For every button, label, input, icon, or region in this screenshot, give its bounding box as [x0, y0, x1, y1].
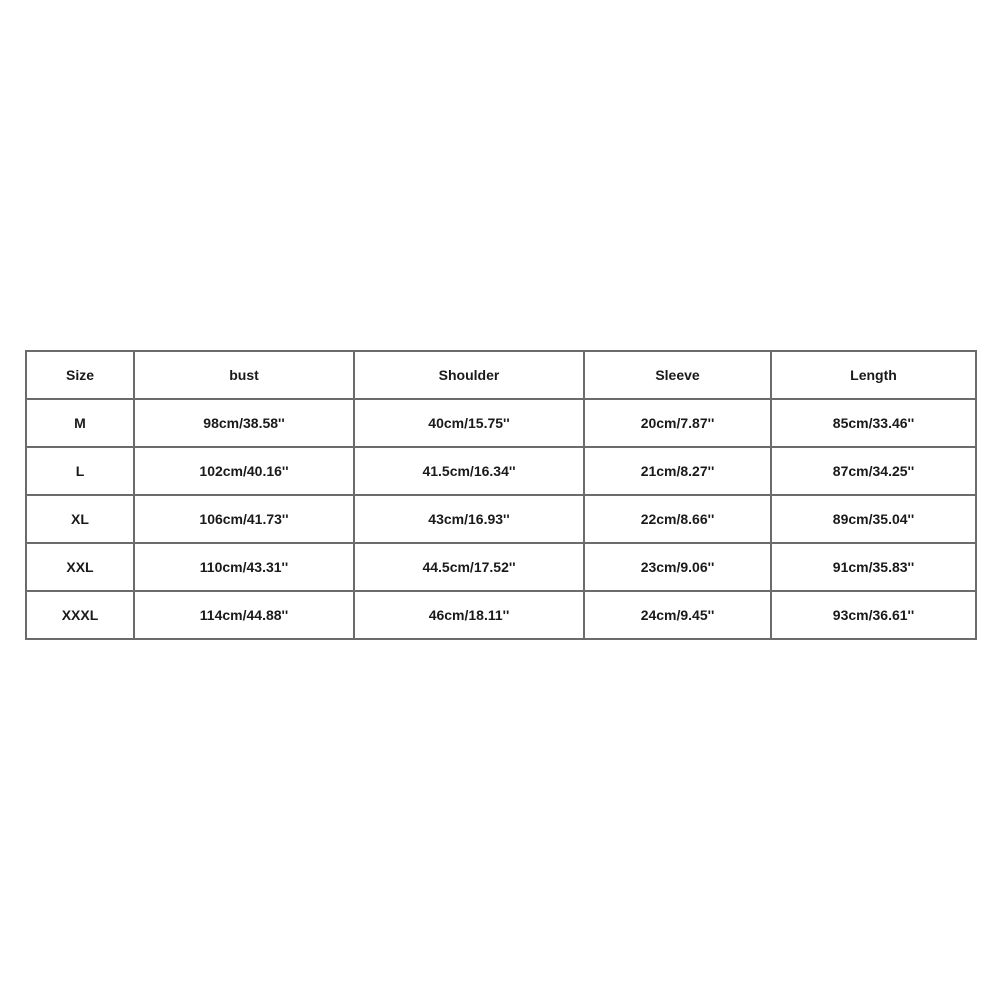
cell-size: L	[26, 447, 134, 495]
cell-length: 93cm/36.61''	[771, 591, 976, 639]
cell-shoulder: 43cm/16.93''	[354, 495, 584, 543]
table-row	[26, 399, 976, 447]
cell-bust: 98cm/38.58''	[134, 399, 354, 447]
header-sleeve: Sleeve	[584, 351, 771, 399]
cell-bust: 102cm/40.16''	[134, 447, 354, 495]
cell-size: M	[26, 399, 134, 447]
table-row	[26, 591, 976, 639]
size-chart-table	[25, 350, 977, 640]
header-length: Length	[771, 351, 976, 399]
cell-shoulder: 46cm/18.11''	[354, 591, 584, 639]
header-size: Size	[26, 351, 134, 399]
cell-shoulder: 44.5cm/17.52''	[354, 543, 584, 591]
cell-bust: 106cm/41.73''	[134, 495, 354, 543]
cell-size: XXL	[26, 543, 134, 591]
cell-bust: 114cm/44.88''	[134, 591, 354, 639]
table-row	[26, 495, 976, 543]
table-row	[26, 447, 976, 495]
table-header-row	[26, 351, 976, 399]
cell-length: 87cm/34.25''	[771, 447, 976, 495]
cell-sleeve: 23cm/9.06''	[584, 543, 771, 591]
cell-length: 85cm/33.46''	[771, 399, 976, 447]
cell-size: XL	[26, 495, 134, 543]
cell-length: 91cm/35.83''	[771, 543, 976, 591]
cell-sleeve: 22cm/8.66''	[584, 495, 771, 543]
cell-size: XXXL	[26, 591, 134, 639]
cell-shoulder: 41.5cm/16.34''	[354, 447, 584, 495]
header-shoulder: Shoulder	[354, 351, 584, 399]
cell-sleeve: 24cm/9.45''	[584, 591, 771, 639]
cell-bust: 110cm/43.31''	[134, 543, 354, 591]
header-bust: bust	[134, 351, 354, 399]
cell-shoulder: 40cm/15.75''	[354, 399, 584, 447]
cell-sleeve: 21cm/8.27''	[584, 447, 771, 495]
cell-sleeve: 20cm/7.87''	[584, 399, 771, 447]
cell-length: 89cm/35.04''	[771, 495, 976, 543]
table-row	[26, 543, 976, 591]
